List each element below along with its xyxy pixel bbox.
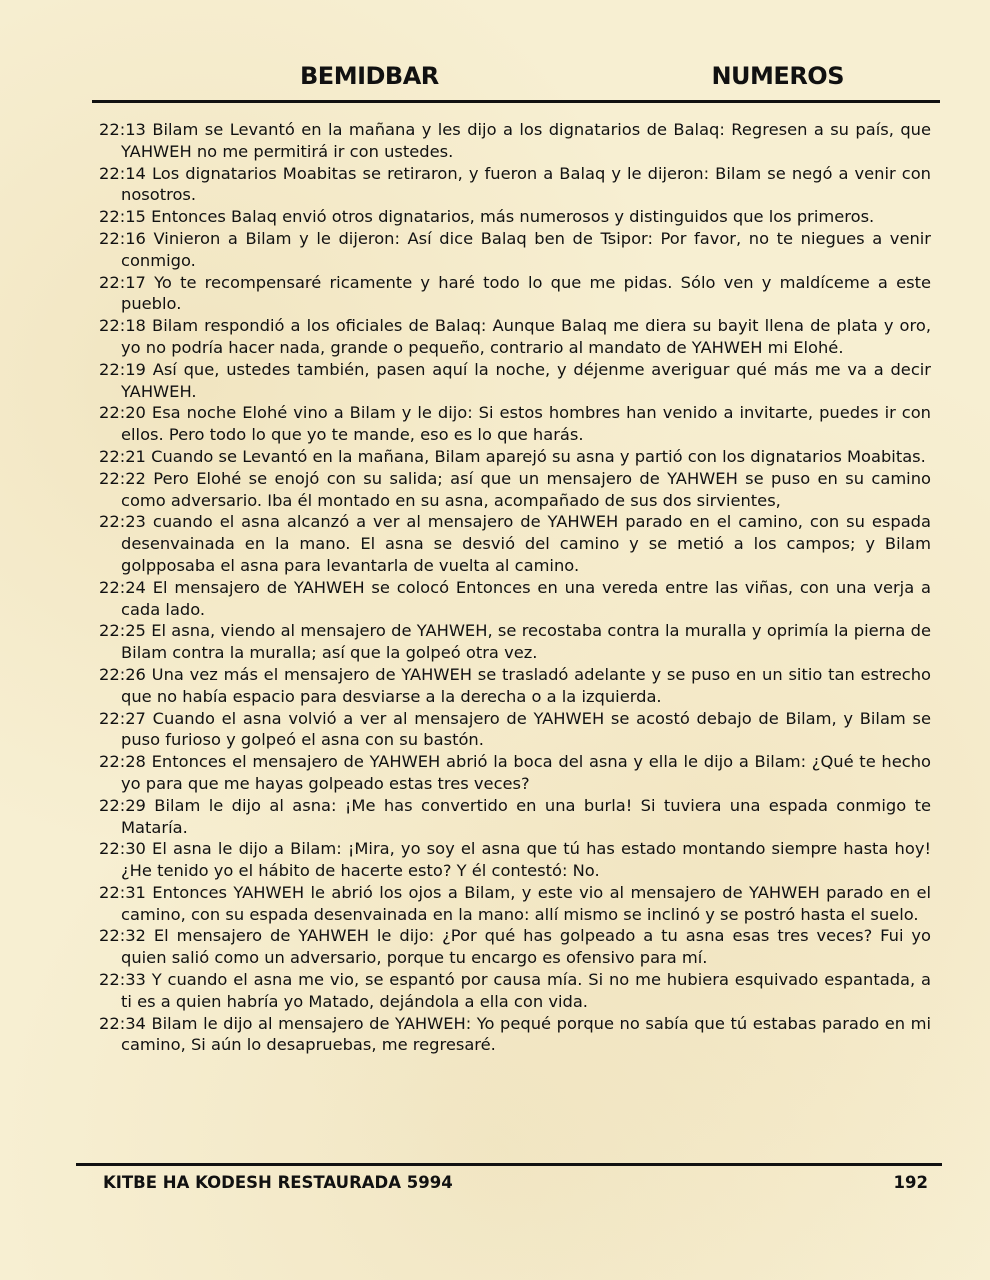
header-left-title: BEMIDBAR [300,62,439,90]
verse: 22:23 cuando el asna alcanzó a ver al mensajero de YAHWEH parado en el camino, con su espada desenvainada en la mano. El asna se desvió del camino y se metió a los campos; y Bilam golpposaba el asna para levantarla de vuelta al camino. [99,512,931,575]
verse: 22:28 Entonces el mensajero de YAHWEH abrió la boca del asna y ella le dijo a Bilam: ¿Qué te hecho yo para que me hayas golpeado estas tres veces? [99,752,931,793]
footer-book-title: KITBE HA KODESH RESTAURADA 5994 [103,1173,453,1192]
page-footer [76,1163,942,1196]
verse: 22:19 Así que, ustedes también, pasen aquí la noche, y déjenme averiguar qué más me va a decir YAHWEH. [99,359,931,401]
verse: 22:14 Los dignatarios Moabitas se retiraron, y fueron a Balaq y le dijeron: Bilam se negó a venir con nosotros. [99,163,931,205]
verse: 22:16 Vinieron a Bilam y le dijeron: Así dice Balaq ben de Tsipor: Por favor, no te niegues a venir conmigo. [99,228,931,270]
page-header [92,62,940,103]
verse: 22:31 Entonces YAHWEH le abrió los ojos a Bilam, y este vio al mensajero de YAHWEH parado en el camino, con su espada desenvainada en la mano: allí mismo se inclinó y se postró hasta el suelo. [99,882,931,924]
verse: 22:30 El asna le dijo a Bilam: ¡Mira, yo soy el asna que tú has estado montando siempre hasta hoy! ¿He tenido yo el hábito de hacerte esto? Y él contestó: No. [99,839,931,881]
verse: 22:18 Bilam respondió a los oficiales de Balaq: Aunque Balaq me diera su bayit llena de plata y oro, yo no podría hacer nada, grande o pequeño, contrario al mandato de YAHWEH mi Elohé. [99,316,931,357]
verse: 22:21 Cuando se Levantó en la mañana, Bilam aparejó su asna y partió con los dignatarios Moabitas. [99,446,926,466]
header-right-title: NUMEROS [711,62,844,90]
verse: 22:32 El mensajero de YAHWEH le dijo: ¿Por qué has golpeado a tu asna esas tres veces? Fui yo quien salió como un adversario, porque tu encargo es ofensivo para mí. [99,926,931,968]
verse: 22:13 Bilam se Levantó en la mañana y les dijo a los dignatarios de Balaq: Regresen a su país, que YAHWEH no me permitirá ir con ustedes. [99,120,931,161]
verse-list [99,119,931,1056]
page-number: 192 [893,1173,928,1192]
verse: 22:27 Cuando el asna volvió a ver al mensajero de YAHWEH se acostó debajo de Bilam, y Bilam se puso furioso y golpeó el asna con su bastón. [99,708,931,750]
verse: 22:34 Bilam le dijo al mensajero de YAHWEH: Yo pequé porque no sabía que tú estabas parado en mi camino, Si aún lo desapruebas, me regresaré. [99,1013,931,1055]
verse: 22:15 Entonces Balaq envió otros dignatarios, más numerosos y distinguidos que los primeros. [99,207,875,227]
verse: 22:25 El asna, viendo al mensajero de YAHWEH, se recostaba contra la muralla y oprimía la pierna de Bilam contra la muralla; así que la golpeó otra vez. [99,621,931,663]
verse: 22:24 El mensajero de YAHWEH se colocó Entonces en una vereda entre las viñas, con una verja a cada lado. [99,577,931,619]
verse: 22:29 Bilam le dijo al asna: ¡Me has convertido en una burla! Si tuviera una espada conmigo te Mataría. [99,795,931,837]
verse: 22:33 Y cuando el asna me vio, se espantó por causa mía. Si no me hubiera esquivado espantada, a ti es a quien habría yo Matado, dejándola a ella con vida. [99,970,931,1011]
verse: 22:20 Esa noche Elohé vino a Bilam y le dijo: Si estos hombres han venido a invitarte, puedes ir con ellos. Pero todo lo que yo te mande, eso es lo que harás. [99,403,931,445]
verse: 22:22 Pero Elohé se enojó con su salida; así que un mensajero de YAHWEH se puso en su camino como adversario. Iba él montado en su asna, acompañado de sus dos sirvientes, [99,468,931,510]
verse: 22:17 Yo te recompensaré ricamente y haré todo lo que me pidas. Sólo ven y maldíceme a este pueblo. [99,272,931,314]
verse: 22:26 Una vez más el mensajero de YAHWEH se trasladó adelante y se puso en un sitio tan estrecho que no había espacio para desviarse a la derecha o a la izquierda. [99,664,931,706]
